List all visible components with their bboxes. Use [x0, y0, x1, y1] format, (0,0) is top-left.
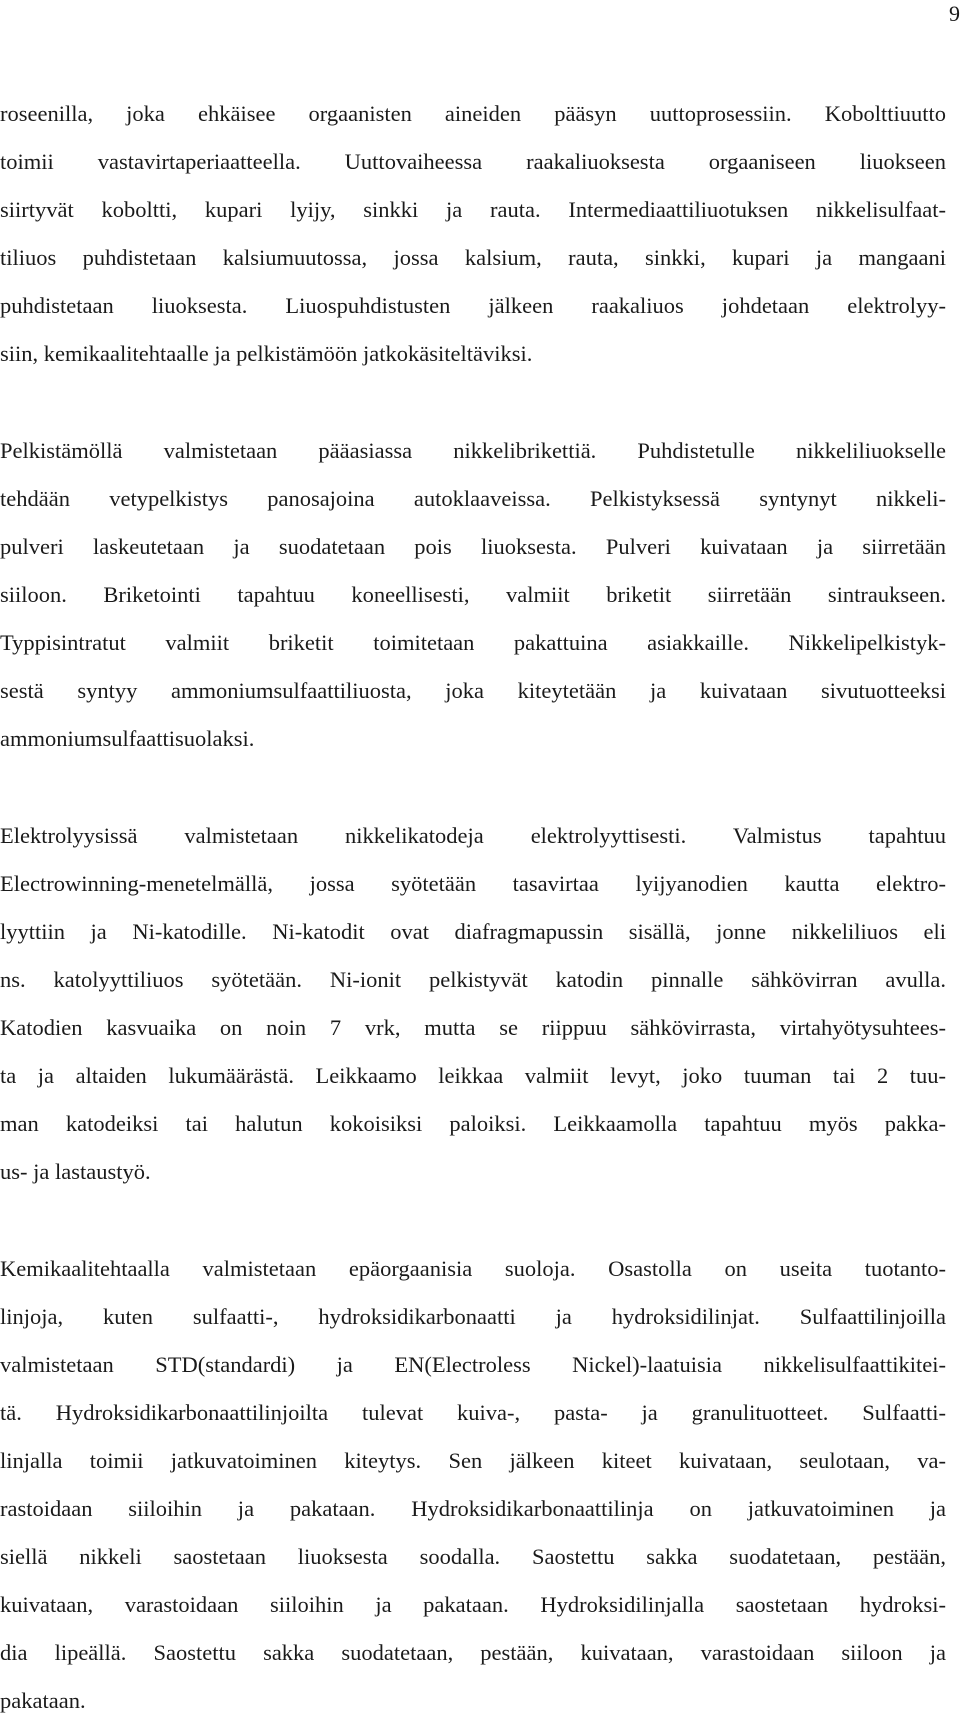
text-line: Katodien kasvuaika on noin 7 vrk, mutta se riippuu sähkövirrasta, virtahyötysuhtees- [0, 1015, 946, 1040]
text-line: siirtyvät koboltti, kupari lyijy, sinkki ja rauta. Intermediaattiliuotuksen nikkelisulfaat- [0, 197, 946, 222]
document-body [0, 90, 946, 1725]
text-line: pulveri laskeutetaan ja suodatetaan pois liuoksesta. Pulveri kuivataan ja siirretään [0, 534, 946, 559]
text-line: ammoniumsulfaattisuolaksi. [0, 726, 255, 751]
text-line: lyyttiin ja Ni-katodille. Ni-katodit ovat diafragmapussin sisällä, jonne nikkeliliuos eli [0, 919, 946, 944]
text-line: siiloon. Briketointi tapahtuu koneellisesti, valmiit briketit siirretään sintraukseen. [0, 582, 946, 607]
text-line: Electrowinning-menetelmällä, jossa syötetään tasavirtaa lyijyanodien kautta elektro- [0, 871, 946, 896]
text-line: tehdään vetypelkistys panosajoina autoklaaveissa. Pelkistyksessä syntynyt nikkeli- [0, 486, 946, 511]
text-line: siin, kemikaalitehtaalle ja pelkistämöön jatkokäsiteltäviksi. [0, 341, 533, 366]
text-line: kuivataan, varastoidaan siiloihin ja pakataan. Hydroksidilinjalla saostetaan hydroksi- [0, 1592, 946, 1617]
text-line: toimii vastavirtaperiaatteella. Uuttovaiheessa raakaliuoksesta orgaaniseen liuokseen [0, 149, 946, 174]
paragraph-solvent-extraction [0, 90, 946, 378]
text-line: puhdistetaan liuoksesta. Liuospuhdistusten jälkeen raakaliuos johdetaan elektrolyy- [0, 293, 946, 318]
text-line: Elektrolyysissä valmistetaan nikkelikatodeja elektrolyyttisesti. Valmistus tapahtuu [0, 823, 946, 848]
paragraph-electrolysis [0, 812, 946, 1196]
text-line: linjalla toimii jatkuvatoiminen kiteytys. Sen jälkeen kiteet kuivataan, seulotaan, va- [0, 1448, 946, 1473]
text-line: rastoidaan siiloihin ja pakataan. Hydroksidikarbonaattilinja on jatkuvatoiminen ja [0, 1496, 946, 1521]
paragraph-reduction-plant [0, 427, 946, 763]
text-line: man katodeiksi tai halutun kokoisiksi paloiksi. Leikkaamolla tapahtuu myös pakka- [0, 1111, 946, 1136]
text-line: dia lipeällä. Saostettu sakka suodatetaan, pestään, kuivataan, varastoidaan siiloon ja [0, 1640, 946, 1665]
paragraph-chemical-plant [0, 1245, 946, 1725]
page-number: 9 [949, 1, 960, 26]
text-line: tiliuos puhdistetaan kalsiumuutossa, jossa kalsium, rauta, sinkki, kupari ja mangaani [0, 245, 946, 270]
text-line: Typpisintratut valmiit briketit toimitetaan pakattuina asiakkaille. Nikkelipelkistyk- [0, 630, 946, 655]
text-line: Kemikaalitehtaalla valmistetaan epäorgaanisia suoloja. Osastolla on useita tuotanto- [0, 1256, 946, 1281]
text-line: pakataan. [0, 1688, 86, 1713]
text-line: Pelkistämöllä valmistetaan pääasiassa nikkelibrikettiä. Puhdistetulle nikkeliliuokselle [0, 438, 946, 463]
text-line: valmistetaan STD(standardi) ja EN(Electroless Nickel)-laatuisia nikkelisulfaattikitei- [0, 1352, 946, 1377]
text-line: ns. katolyyttiliuos syötetään. Ni-ionit pelkistyvät katodin pinnalle sähkövirran avulla. [0, 967, 946, 992]
text-line: linjoja, kuten sulfaatti-, hydroksidikarbonaatti ja hydroksidilinjat. Sulfaattilinjoilla [0, 1304, 946, 1329]
text-line: siellä nikkeli saostetaan liuoksesta soodalla. Saostettu sakka suodatetaan, pestään, [0, 1544, 946, 1569]
text-line: ta ja altaiden lukumäärästä. Leikkaamo leikkaa valmiit levyt, joko tuuman tai 2 tuu- [0, 1063, 946, 1088]
text-line: sestä syntyy ammoniumsulfaattiliuosta, joka kiteytetään ja kuivataan sivutuotteeksi [0, 678, 946, 703]
text-line: tä. Hydroksidikarbonaattilinjoilta tulevat kuiva-, pasta- ja granulituotteet. Sulfaatti- [0, 1400, 946, 1425]
text-line: us- ja lastaustyö. [0, 1159, 151, 1184]
text-line: roseenilla, joka ehkäisee orgaanisten aineiden pääsyn uuttoprosessiin. Kobolttiuutto [0, 101, 946, 126]
